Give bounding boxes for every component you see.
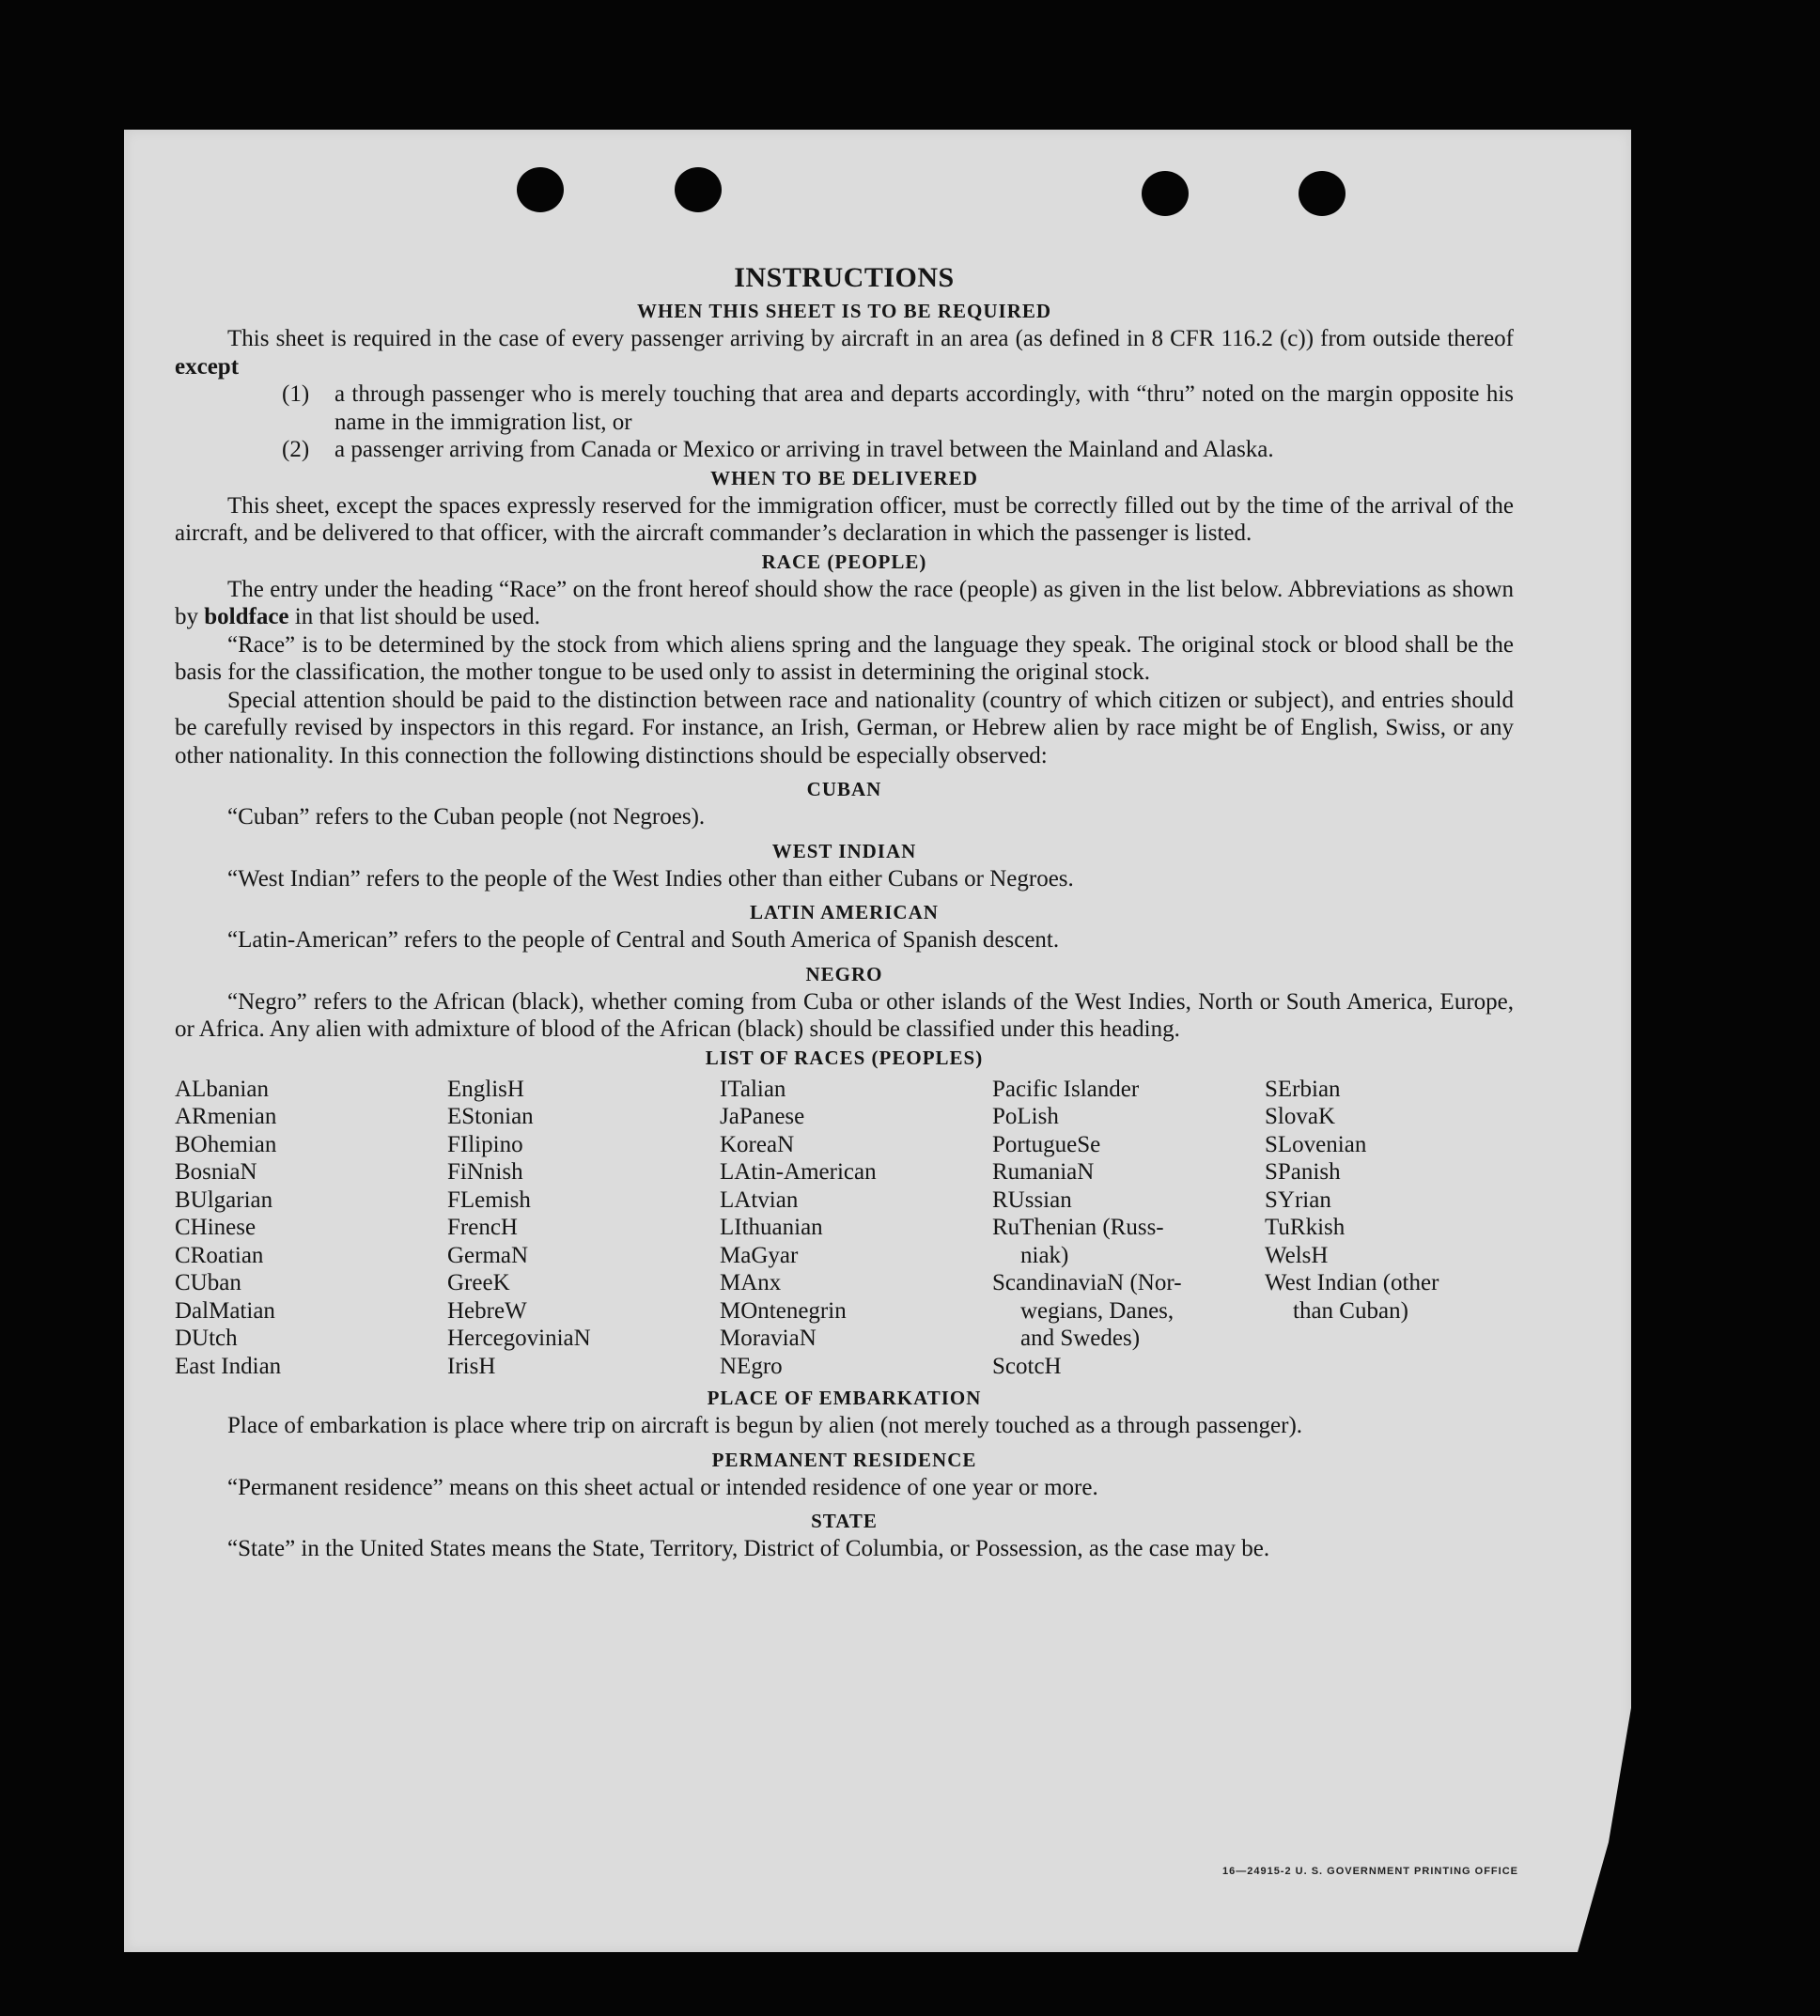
races-column xyxy=(175,1076,447,1381)
race-entry-continuation: wegians, Danes, xyxy=(1020,1297,1174,1324)
race-paragraph-1: The entry under the heading “Race” on the front hereof should show the race (people) as given in the list below. Abbreviations as shown by boldface in that list should be used. xyxy=(175,576,1514,629)
race-entry: IrisH xyxy=(447,1353,496,1379)
section-heading-race: RACE (PEOPLE) xyxy=(761,550,927,573)
residence-text: “Permanent residence” means on this sheet actual or intended residence of one year or more. xyxy=(227,1474,1098,1500)
race-entry: LIthuanian xyxy=(720,1215,823,1240)
race-paragraph-2: “Race” is to be determined by the stock from which aliens spring and the language they speak. The original stock or blood shall be the basis for the classification, the mother tongue to be used only to assist in determining the original stock. xyxy=(175,631,1514,685)
section-heading-embarkation: PLACE OF EMBARKATION xyxy=(707,1387,982,1409)
race-entry: FIlipino xyxy=(447,1131,523,1157)
punch-hole xyxy=(675,167,722,212)
race-entry: ARmenian xyxy=(175,1104,277,1129)
section-heading-cuban: CUBAN xyxy=(806,778,882,800)
race-entry: East Indian xyxy=(175,1353,282,1379)
race-entry: RuThenian (Russ- xyxy=(992,1215,1164,1240)
race-entry: CRoatian xyxy=(175,1242,264,1268)
west-indian-text: “West Indian” refers to the people of the West Indies other than either Cubans or Negroes. xyxy=(227,865,1074,892)
race-entry: GermaN xyxy=(447,1242,529,1268)
document-sheet xyxy=(124,130,1631,1952)
exception-item: (1) a through passenger who is merely touching that area and departs accordingly, with “thru” noted on the margin opposite his name in the immigration list, or xyxy=(282,381,1514,435)
race-entry: MaGyar xyxy=(720,1242,799,1268)
race-entry: FLemish xyxy=(447,1186,531,1213)
race-entry: West Indian (other xyxy=(1265,1270,1439,1295)
section-heading-list-of-races: LIST OF RACES (PEOPLES) xyxy=(705,1046,984,1069)
when-delivered-text: This sheet, except the spaces expressly reserved for the immigration officer, must be correctly filled out by the time of the arrival of the aircraft, and be delivered to that officer, with the aircraft commander’s declaration in which the passenger is listed. xyxy=(175,492,1514,546)
race-entry: TuRkish xyxy=(1265,1215,1346,1240)
race-entry: DalMatian xyxy=(175,1297,275,1324)
page-title: INSTRUCTIONS xyxy=(734,262,955,293)
race-entry: ITalian xyxy=(720,1076,786,1102)
races-column xyxy=(1265,1076,1514,1381)
race-entry: CHinese xyxy=(175,1215,257,1240)
races-column xyxy=(447,1076,720,1381)
race-entry: ScotcH xyxy=(992,1353,1062,1379)
race-entry-continuation: than Cuban) xyxy=(1293,1297,1408,1324)
race-entry: RUssian xyxy=(992,1186,1072,1213)
section-heading-latin-american: LATIN AMERICAN xyxy=(750,901,939,923)
races-list xyxy=(175,1076,1514,1381)
race-entry: MAnx xyxy=(720,1270,782,1295)
punch-hole xyxy=(1299,171,1346,216)
negro-text: “Negro” refers to the African (black), whether coming from Cuba or other islands of the West Indies, North or South America, Europe, or Africa. Any alien with admixture of blood of the African (black) should be classified under this heading. xyxy=(175,988,1514,1042)
race-entry: HebreW xyxy=(447,1297,527,1324)
race-entry: SYrian xyxy=(1265,1186,1331,1213)
latin-american-text: “Latin-American” refers to the people of Central and South America of Spanish descent. xyxy=(227,927,1060,953)
race-entry: PoLish xyxy=(992,1104,1059,1129)
cuban-text: “Cuban” refers to the Cuban people (not Negroes). xyxy=(227,804,706,830)
race-entry: MoraviaN xyxy=(720,1326,817,1351)
race-entry-continuation: niak) xyxy=(1020,1242,1069,1268)
race-entry: BUlgarian xyxy=(175,1186,273,1213)
race-entry: NEgro xyxy=(720,1353,783,1379)
race-entry: EnglisH xyxy=(447,1076,524,1102)
race-entry: Pacific Islander xyxy=(992,1076,1140,1102)
race-entry: BOhemian xyxy=(175,1131,277,1157)
race-entry: PortugueSe xyxy=(992,1131,1101,1157)
race-entry: ScandinaviaN (Nor- xyxy=(992,1270,1182,1295)
section-heading-state: STATE xyxy=(811,1510,878,1532)
race-entry: SErbian xyxy=(1265,1076,1341,1102)
section-heading-west-indian: WEST INDIAN xyxy=(771,839,917,862)
race-entry: DUtch xyxy=(175,1326,238,1351)
race-entry: GreeK xyxy=(447,1270,510,1295)
race-entry: CUban xyxy=(175,1270,241,1295)
torn-corner xyxy=(1490,1708,1631,1952)
race-entry: JaPanese xyxy=(720,1104,805,1129)
race-entry: KoreaN xyxy=(720,1131,795,1157)
section-heading-when-required: WHEN THIS SHEET IS TO BE REQUIRED xyxy=(636,300,1052,322)
races-column xyxy=(720,1076,992,1381)
race-entry: SlovaK xyxy=(1265,1104,1335,1129)
instructions-content xyxy=(175,261,1514,1563)
race-entry: SPanish xyxy=(1265,1159,1341,1185)
punch-hole xyxy=(517,167,564,212)
exception-list xyxy=(282,380,1514,464)
embarkation-text: Place of embarkation is place where trip on aircraft is begun by alien (not merely touched as a through passenger). xyxy=(227,1413,1303,1438)
race-entry: SLovenian xyxy=(1265,1131,1367,1157)
exception-item: (2) a passenger arriving from Canada or Mexico or arriving in travel between the Mainland and Alaska. xyxy=(282,437,1274,462)
punch-hole xyxy=(1142,171,1189,216)
printing-office-imprint: 16—24915-2 U. S. GOVERNMENT PRINTING OFFICE xyxy=(1221,1866,1518,1877)
race-entry: RumaniaN xyxy=(992,1159,1095,1185)
race-entry-continuation: and Swedes) xyxy=(1020,1326,1141,1351)
race-entry: LAtvian xyxy=(720,1186,799,1213)
section-heading-negro: NEGRO xyxy=(805,962,883,985)
section-heading-when-delivered: WHEN TO BE DELIVERED xyxy=(710,466,978,489)
state-text: “State” in the United States means the State, Territory, District of Columbia, or Possession, as the case may be. xyxy=(227,1536,1270,1561)
race-entry: ALbanian xyxy=(175,1076,269,1102)
race-entry: BosniaN xyxy=(175,1159,257,1185)
race-entry: FrencH xyxy=(447,1215,518,1240)
races-column xyxy=(992,1076,1265,1381)
race-paragraph-3: Special attention should be paid to the distinction between race and nationality (country of which citizen or subject), and entries should be carefully revised by inspectors in this regard. For instance, an Irish, German, or Hebrew alien by race might be of English, Swiss, or any other nationality. In this connection the following distinctions should be especially observed: xyxy=(175,687,1514,768)
race-entry: WelsH xyxy=(1265,1242,1329,1268)
race-entry: LAtin-American xyxy=(720,1159,877,1185)
race-entry: FiNnish xyxy=(447,1159,523,1185)
when-required-intro: This sheet is required in the case of every passenger arriving by aircraft in an area (as defined in 8 CFR 116.2 (c)) from outside thereof except xyxy=(175,326,1514,380)
section-heading-residence: PERMANENT RESIDENCE xyxy=(711,1448,977,1471)
race-entry: HercegoviniaN xyxy=(447,1326,591,1351)
race-entry: EStonian xyxy=(447,1104,534,1129)
race-entry: MOntenegrin xyxy=(720,1297,847,1324)
